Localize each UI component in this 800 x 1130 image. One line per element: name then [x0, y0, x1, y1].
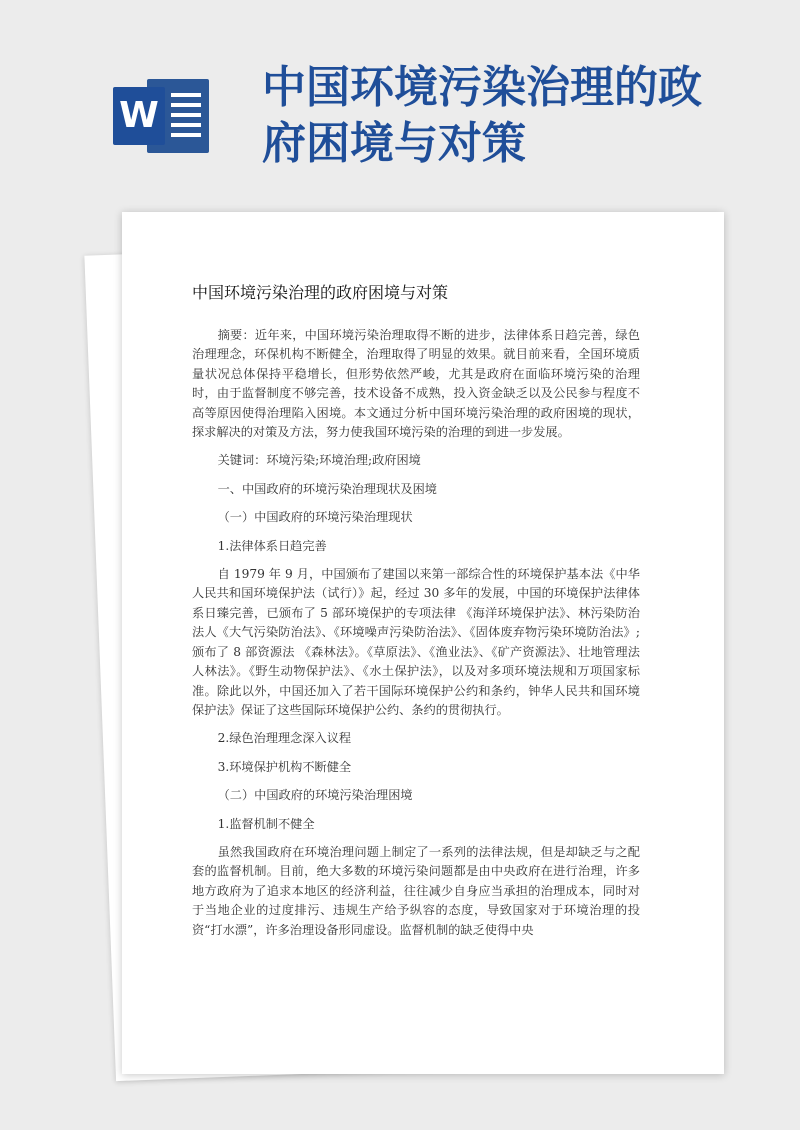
subsection-heading: （一）中国政府的环境污染治理现状 [217, 510, 413, 525]
section-heading: 一、中国政府的环境污染治理现状及困境 [217, 481, 437, 496]
document-page [122, 212, 724, 1074]
item-heading: 1.监督机制不健全 [217, 816, 315, 831]
keywords-line: 关键词：环境污染;环境治理;政府困境 [217, 453, 421, 468]
word-icon-letter: W [113, 87, 165, 145]
item-heading: 1.法律体系日趋完善 [217, 538, 327, 553]
subsection-heading: （二）中国政府的环境污染治理困境 [217, 788, 413, 803]
body-paragraph: 虽然我国政府在环境治理问题上制定了一系列的法律法规，但是却缺乏与之配套的监督机制。目前，绝大多数的环境污染问题都是由中央政府在进行治理，许多地方政府为了追求本地区的经济利益，往往减少自身应当承担的治理成本，同时对于当地企业的过度排污、违规生产给予纵容的态度，导致国家对于环境治理的投资“打水漂”，许多治理设备形同虚设。监督机制的缺乏使得中央 [192, 844, 640, 937]
item-heading: 3.环境保护机构不断健全 [217, 759, 352, 774]
item-heading: 2.绿色治理理念深入议程 [217, 731, 352, 746]
abstract-paragraph: 摘要：近年来，中国环境污染治理取得不断的进步，法律体系日趋完善，绿色治理理念，环保机构不断健全，治理取得了明显的效果。就目前来看，全国环境质量状况总体保持平稳增长，但形势依然严峻，尤其是政府在面临环境污染的治理时，由于监督制度不够完善，技术设备不成熟，投入资金缺乏以及公民参与程度不高等原因使得治理陷入困境。本文通过分析中国环境污染治理的政府困境的现状，探求解决的对策及方法，努力使我国环境污染的治理的到进一步发展。 [192, 328, 640, 440]
document-title: 中国环境污染治理的政府困境与对策 [192, 283, 449, 302]
page-title: 中国环境污染治理的政府困境与对策 [262, 62, 702, 169]
word-document-icon [113, 75, 213, 157]
body-paragraph: 自 1979 年 9 月，中国颁布了建国以来第一部综合性的环境保护基本法《中华人民共和国环境保护法（试行）》起，经过 30 多年的发展，中国的环境保护法律体系日臻完善，已颁布了 5 部环境保护的专项法律 《海洋环境保护法》、林污染防治法人《大气污染防治法》、《环境噪声污染防治法》、《固体废弃物污染环境防治法》;颁布了 8 部资源法 《森林法》。《草原法》、《渔业法》、《矿产资源法》、壮地管理法人林法》。《野生动物保护法》、《水土保护法》，以及对多项环境法规和万项国家标准。除此以外，中国还加入了若干国际环境保护公约和条约，钟华人民共和国环境保护法》保证了这些国际环境保护公约、条约的贯彻执行。 [192, 567, 640, 717]
document-body [192, 326, 640, 949]
